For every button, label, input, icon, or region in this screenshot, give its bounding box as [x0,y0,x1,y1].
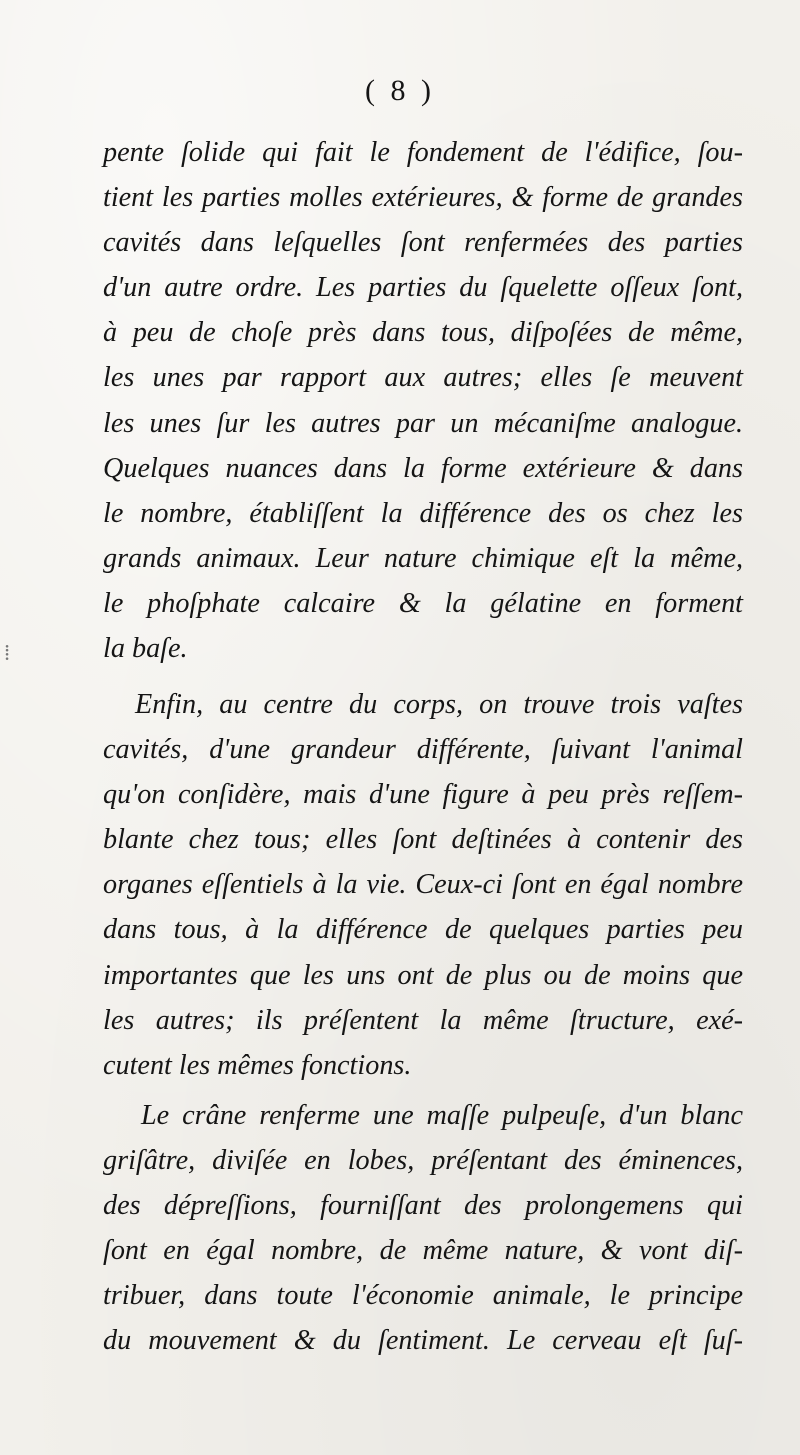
text-line: la baſe. [103,633,188,665]
text-line: à peu de choſe près dans tous, diſpoſées de même, [103,317,743,349]
text-line: cavités dans leſquelles ſont renfermées des parties [103,227,743,259]
text-line: Enfin, au centre du corps, on trouve trois vaſtes [135,689,743,720]
text-line: tribuer, dans toute l'économie animale, le principe [103,1280,743,1312]
text-line: des dépreſſions, fourniſſant des prolongemens qui [103,1190,743,1222]
text-line: tient les parties molles extérieures, & forme de grandes [103,182,743,214]
text-line: cavités, d'une grandeur différente, ſuivant l'animal [103,734,743,766]
text-line: les unes par rapport aux autres; elles ſe meuvent [103,362,743,394]
text-line: cutent les mêmes fonctions. [103,1049,412,1081]
text-line: pente ſolide qui fait le fondement de l'édifice, ſou- [103,137,743,168]
text-line: blante chez tous; elles ſont deſtinées à contenir des [103,824,743,856]
text-line: le phoſphate calcaire & la gélatine en forment [103,587,743,619]
paragraph-1 [103,130,743,671]
text-line: du mouvement & du ſentiment. Le cerveau eſt ſuſ- [103,1325,743,1357]
margin-ink-mark: ⁞ [4,640,11,665]
text-line: organes eſſentiels à la vie. Ceux-ci ſont en égal nombre [103,869,743,901]
text-line: dans tous, à la différence de quelques parties peu [103,914,743,946]
text-line: le nombre, établiſſent la différence des os chez les [103,497,743,529]
text-line: ſont en égal nombre, de même nature, & vont diſ- [103,1235,743,1267]
text-line: qu'on conſidère, mais d'une figure à peu près reſſem- [103,779,743,811]
page-number: ( 8 ) [365,74,435,107]
paragraph-2 [103,682,743,1088]
text-line: grands animaux. Leur nature chimique eſt la même, [103,542,743,574]
text-line: les unes ſur les autres par un mécaniſme analogue. [103,407,743,439]
text-line: d'un autre ordre. Les parties du ſquelette oſſeux ſont, [103,272,743,304]
text-line: Le crâne renferme une maſſe pulpeuſe, d'un blanc [141,1100,743,1131]
text-line: les autres; ils préſentent la même ſtructure, exé- [103,1004,743,1036]
text-line: griſâtre, diviſée en lobes, préſentant des éminences, [103,1145,743,1177]
text-line: importantes que les uns ont de plus ou de moins que [103,959,743,991]
paragraph-3 [103,1093,743,1364]
text-line: Quelques nuances dans la forme extérieure & dans [103,452,743,484]
